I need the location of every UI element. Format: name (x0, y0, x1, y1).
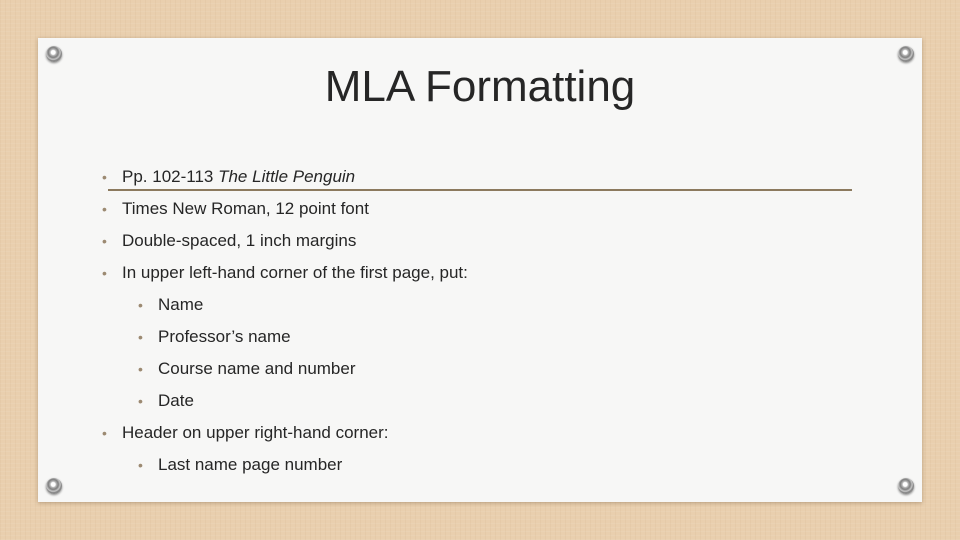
thumbtack-icon (46, 478, 62, 494)
bullet-dot-icon: • (102, 233, 107, 249)
slide (38, 38, 922, 502)
thumbtack-icon (898, 46, 914, 62)
sub-bullet-item (102, 390, 468, 422)
sub-bullet-item (102, 454, 468, 486)
thumbtack-icon (46, 46, 62, 62)
thumbtack-icon (898, 478, 914, 494)
bullet-item (102, 166, 468, 198)
bullet-item (102, 422, 468, 454)
sub-bullet-item (102, 326, 468, 358)
bullet-item (102, 198, 468, 230)
bullet-text: Times New Roman, 12 point font (122, 199, 369, 218)
bullet-item (102, 230, 468, 262)
bullet-item (102, 262, 468, 294)
slide-title: MLA Formatting (324, 62, 636, 111)
bullet-dot-icon: • (138, 329, 143, 345)
bullet-text: Date (158, 391, 194, 410)
sub-bullet-item (102, 358, 468, 390)
bullet-dot-icon: • (102, 201, 107, 217)
bullet-dot-icon: • (138, 361, 143, 377)
bullet-text: Header on upper right-hand corner: (122, 423, 389, 442)
bullet-text: Name (158, 295, 204, 314)
sub-bullet-item (102, 294, 468, 326)
bullet-text: Professor’s name (158, 327, 291, 346)
bullet-dot-icon: • (102, 425, 107, 441)
bullet-dot-icon: • (138, 393, 143, 409)
bullet-list (102, 166, 468, 486)
book-title: The Little Penguin (218, 167, 356, 186)
bullet-text: In upper left-hand corner of the first page, put: (122, 263, 468, 282)
bullet-text: Double-spaced, 1 inch margins (122, 231, 357, 250)
bullet-text: Pp. 102-113 (122, 167, 219, 186)
bullet-text: Last name page number (158, 455, 343, 474)
bullet-dot-icon: • (102, 265, 107, 281)
bullet-dot-icon: • (102, 169, 107, 185)
bullet-text: Course name and number (158, 359, 356, 378)
bullet-dot-icon: • (138, 457, 143, 473)
bullet-dot-icon: • (138, 297, 143, 313)
